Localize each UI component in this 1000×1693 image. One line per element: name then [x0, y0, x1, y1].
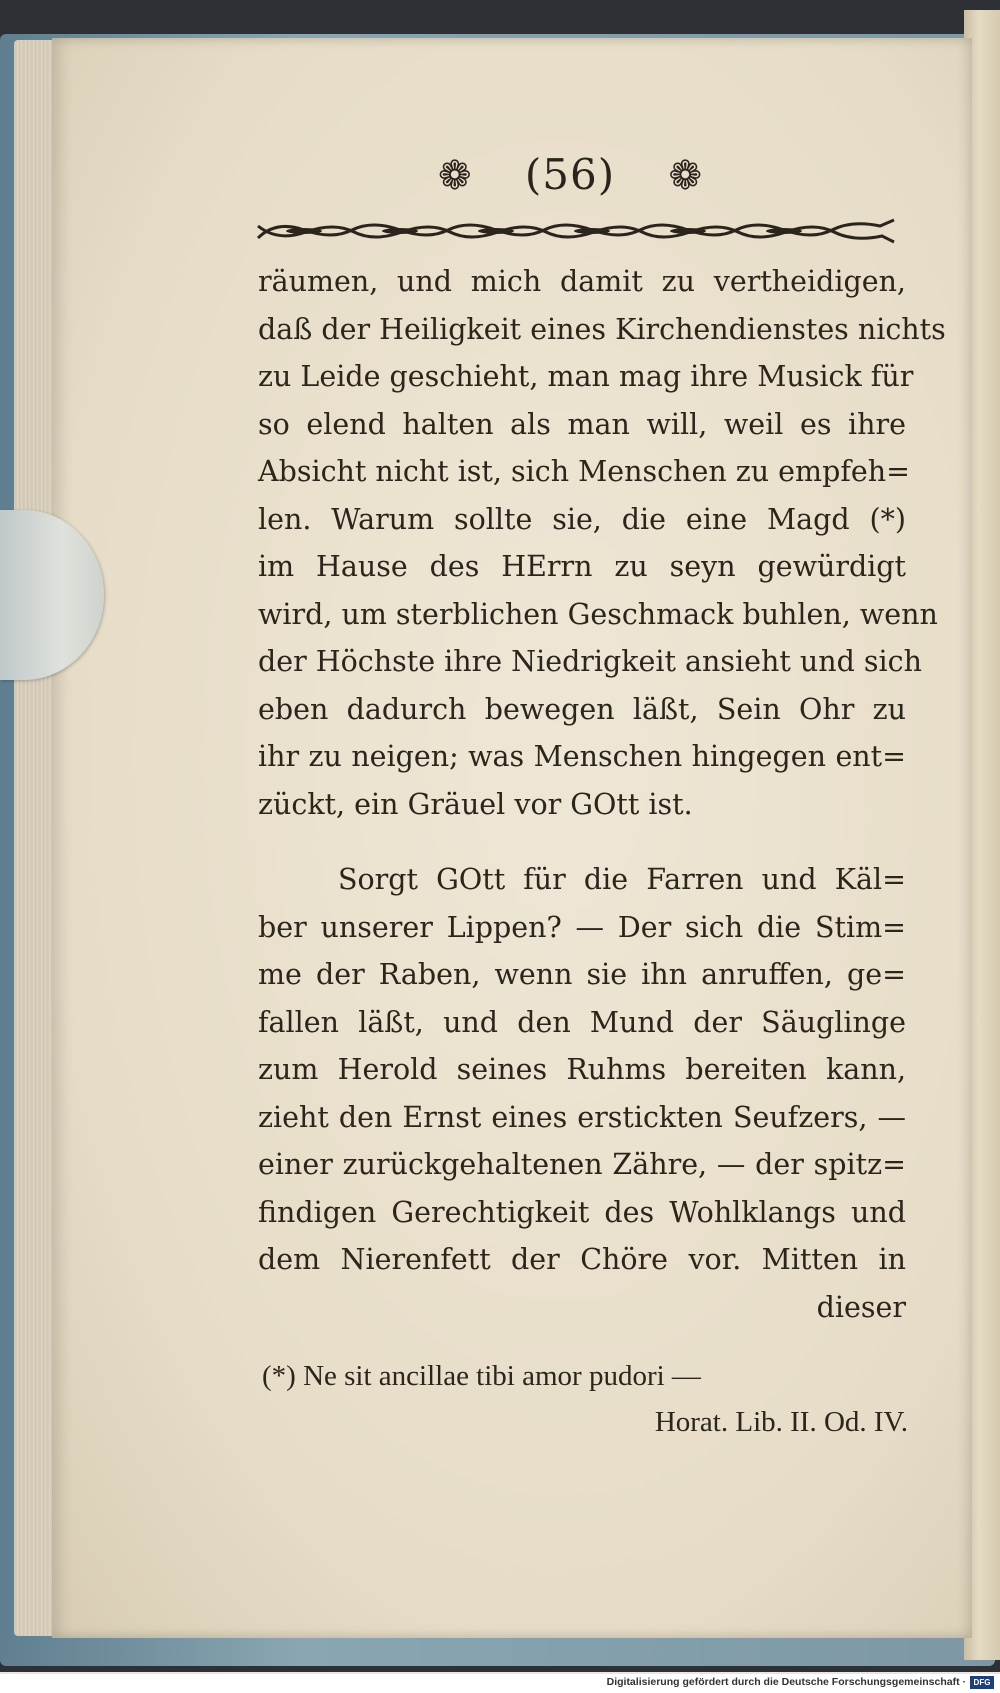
- text-line: zum Herold seines Ruhms bereiten kann,: [258, 1053, 906, 1086]
- digitization-footer: [0, 1674, 1000, 1693]
- text-line: Absicht nicht ist, sich Menschen zu empfeh=: [258, 455, 910, 488]
- page-number: (56): [524, 150, 616, 199]
- text-line: ihr zu neigen; was Menschen hingegen ent=: [258, 740, 906, 773]
- catchword: dieser: [816, 1290, 906, 1324]
- footnote-citation: Horat. Lib. II. Od. IV.: [654, 1406, 908, 1438]
- text-line: len. Warum sollte sie, die eine Magd (*): [258, 502, 906, 536]
- page-header: [420, 148, 720, 208]
- text-line: ber unserer Lippen? — Der sich die Stim=: [258, 910, 906, 944]
- footnote-text: (*) Ne sit ancillae tibi amor pudori —: [262, 1360, 701, 1392]
- text-line: wird, um sterblichen Geschmack buhlen, wenn: [258, 597, 938, 631]
- flower-ornament-icon: ❁: [438, 153, 472, 199]
- chain-border-icon: [256, 216, 896, 246]
- main-text: [258, 258, 946, 1331]
- paragraph-gap: [258, 828, 906, 856]
- text-line: findigen Gerechtigkeit des Wohlklangs und: [258, 1195, 906, 1229]
- text-line: Sorgt GOtt für die Farren und Käl=: [338, 863, 906, 896]
- flower-ornament-icon: ❁: [668, 153, 702, 199]
- dfg-logo: DFG: [970, 1676, 994, 1689]
- text-line: der Höchste ihre Niedrigkeit ansieht und sich: [258, 645, 922, 678]
- footer-credit: Digitalisierung gefördert durch die Deutsche Forschungsgemeinschaft ·: [606, 1676, 966, 1688]
- text-line: me der Raben, wenn sie ihn anruffen, ge=: [258, 958, 906, 991]
- text-line: zieht den Ernst eines erstickten Seufzers, —: [258, 1100, 906, 1134]
- text-line: einer zurückgehaltenen Zähre, — der spitz=: [258, 1148, 906, 1181]
- text-line: so elend halten als man will, weil es ihre: [258, 407, 906, 441]
- text-line: eben dadurch bewegen läßt, Sein Ohr zu: [258, 692, 906, 726]
- text-line: dem Nierenfett der Chöre vor. Mitten in: [258, 1243, 906, 1276]
- footnote: [262, 1360, 912, 1439]
- text-line: zückt, ein Gräuel vor GOtt ist.: [258, 787, 693, 821]
- text-line: daß der Heiligkeit eines Kirchendienstes nichts: [258, 312, 946, 346]
- text-line: fallen läßt, und den Mund der Säuglinge: [258, 1005, 906, 1039]
- text-line: im Hause des HErrn zu seyn gewürdigt: [258, 550, 906, 583]
- text-line: räumen, und mich damit zu vertheidigen,: [258, 265, 906, 298]
- text-line: zu Leide geschieht, man mag ihre Musick für: [258, 360, 914, 393]
